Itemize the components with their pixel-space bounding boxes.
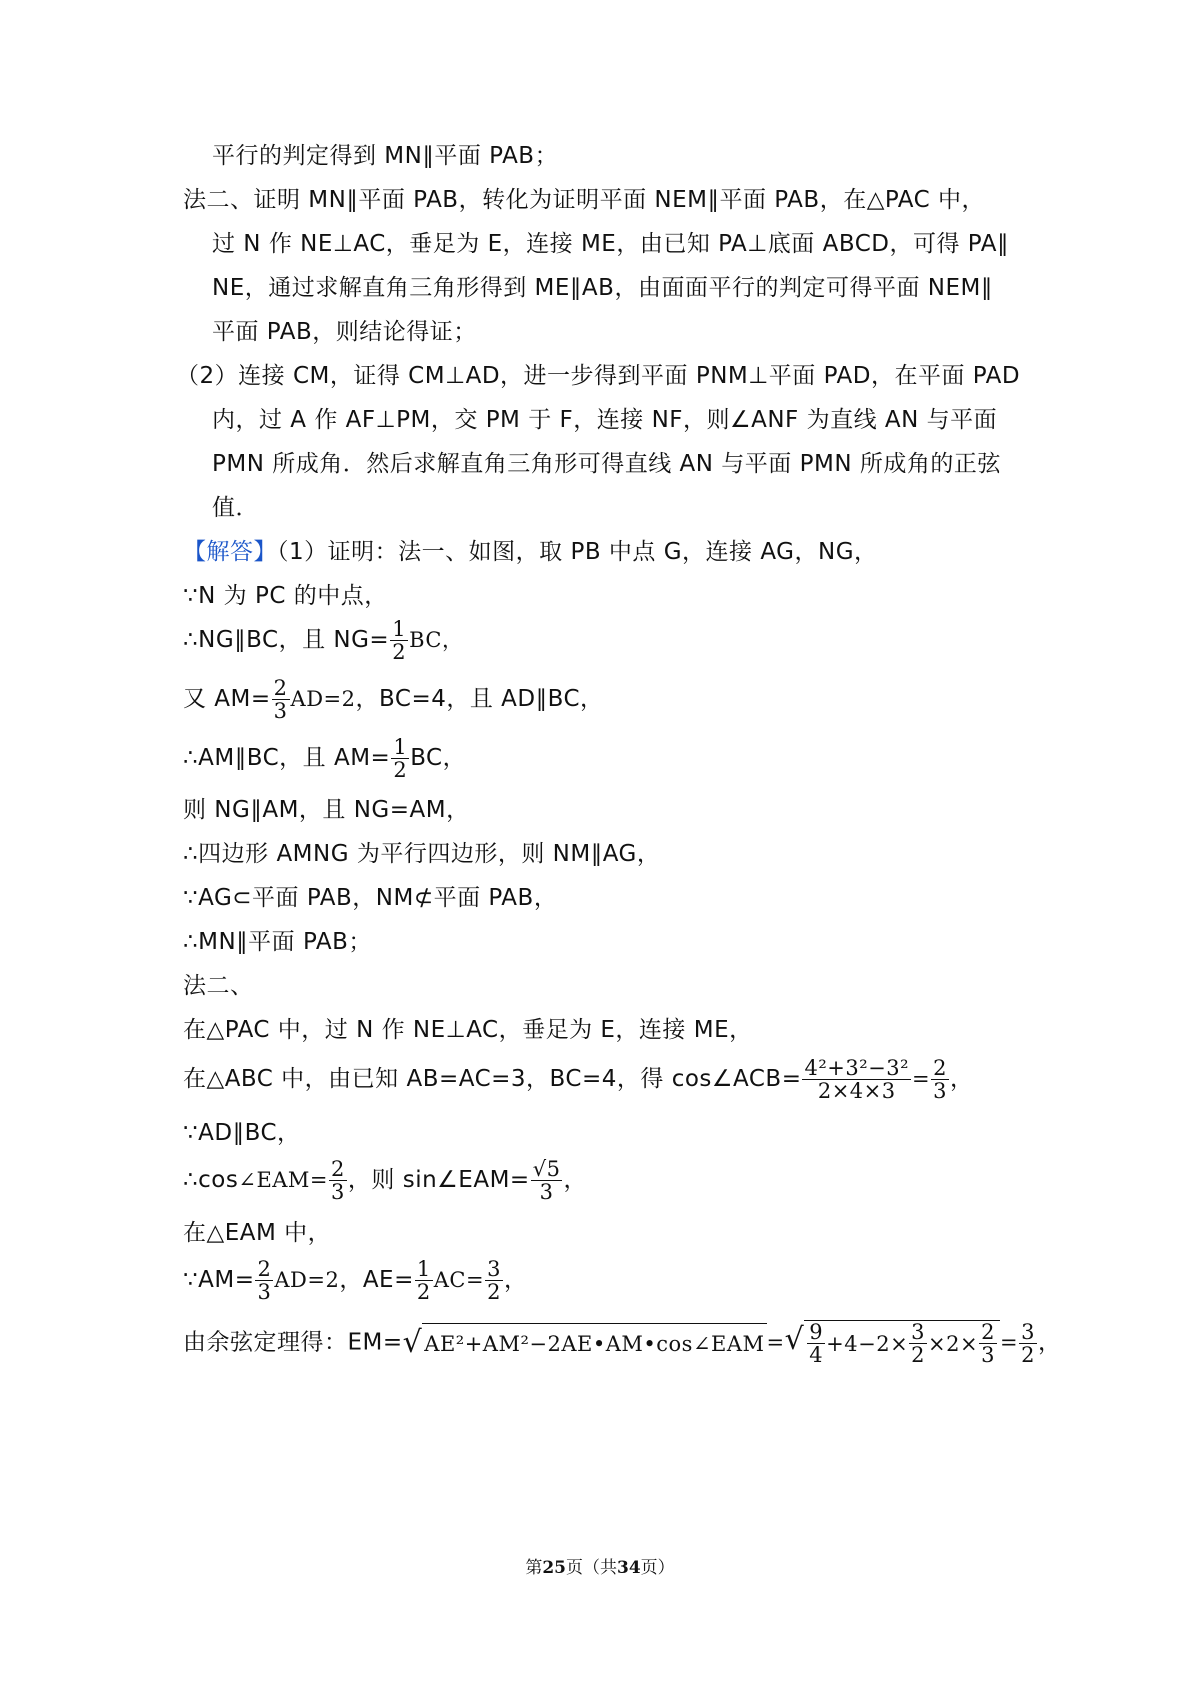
fraction-denominator: 3 <box>257 1280 272 1304</box>
fraction-numerator: 2 <box>981 1320 995 1344</box>
text-line: 值． <box>212 495 259 521</box>
text-line: PMN 所成角．然后求解直角三角形可得直线 AN 与平面 PMN 所成角的正弦 <box>212 451 1001 477</box>
fraction-numerator: 2 <box>331 1157 345 1181</box>
fraction-denominator: 2 <box>392 640 407 664</box>
fraction <box>391 736 409 781</box>
formula-text: = <box>766 1330 785 1355</box>
footer-text: 页（共 <box>566 1558 617 1578</box>
fraction <box>1019 1321 1037 1366</box>
fraction <box>390 618 408 663</box>
fraction-denominator: 2 <box>1021 1342 1035 1367</box>
formula-line <box>183 1158 587 1203</box>
fraction-numerator: 9 <box>809 1320 824 1344</box>
radicand <box>804 1320 1000 1366</box>
fraction <box>329 1158 347 1203</box>
text-line: 内，过 A 作 AF⊥PM，交 PM 于 F，连接 NF，则∠ANF 为直线 AN 与平面 <box>212 407 998 433</box>
text-line: （2）连接 CM，证得 CM⊥AD，进一步得到平面 PNM⊥平面 PAD，在平面 PAD <box>176 363 1021 389</box>
fraction <box>979 1321 997 1366</box>
fraction-numerator: 2 <box>933 1056 947 1080</box>
formula-text: ×2× <box>928 1331 979 1356</box>
formula-text: ∴NG∥BC，且 NG= <box>183 627 390 653</box>
formula-line <box>183 618 463 663</box>
fraction <box>807 1321 825 1366</box>
formula-text: BC， <box>409 628 464 652</box>
text-line: 则 NG∥AM，且 NG=AM， <box>183 797 470 823</box>
radicand: AE²+AM²−2AE•AM•cos∠EAM <box>422 1323 766 1363</box>
formula-text: ∴cos <box>183 1167 239 1193</box>
square-root <box>403 1323 767 1363</box>
text-line: ∵AD∥BC， <box>183 1120 301 1146</box>
fraction <box>415 1258 433 1303</box>
fraction-denominator: 3 <box>273 699 288 723</box>
formula-text: 又 AM= <box>183 686 271 712</box>
text-line: ∴四边形 AMNG 为平行四边形，则 NM∥AG， <box>183 841 661 867</box>
fraction <box>255 1258 273 1303</box>
radical-sign-icon: √ <box>402 1325 423 1360</box>
fraction <box>531 1158 563 1203</box>
fraction-numerator: 3 <box>911 1320 926 1344</box>
formula-text: ， <box>563 1167 587 1193</box>
formula-text: ， <box>1037 1329 1062 1356</box>
formula-text: ，则 sin∠EAM= <box>347 1167 530 1193</box>
footer-text: 页） <box>640 1558 675 1578</box>
text-line: 法二、证明 MN∥平面 PAB，转化为证明平面 NEM∥平面 PAB，在△PAC 中， <box>183 187 985 213</box>
text-line: ∵N 为 PC 的中点， <box>183 583 388 609</box>
fraction <box>931 1057 949 1102</box>
fraction-denominator: 2 <box>487 1280 501 1304</box>
fraction-denominator: 2 <box>911 1343 926 1367</box>
text-line: 在△EAM 中， <box>183 1220 332 1246</box>
formula-text: = <box>999 1330 1019 1355</box>
page-footer <box>0 1553 1200 1578</box>
formula-line <box>183 1057 973 1102</box>
formula-text: ∠EAM= <box>238 1168 329 1192</box>
text-line: 法二、 <box>183 973 254 999</box>
answer-label: 【解答】 <box>183 539 277 565</box>
page-number: 25 <box>542 1558 566 1578</box>
fraction-numerator: 2 <box>273 676 288 700</box>
formula-text: 在△ABC 中，由已知 AB=AC=3，BC=4，得 cos∠ACB= <box>183 1066 802 1092</box>
formula-text: 由余弦定理得：EM= <box>183 1329 403 1356</box>
fraction-denominator: 2 <box>416 1280 431 1304</box>
fraction <box>909 1321 927 1366</box>
formula-text: AD=2 <box>274 1268 340 1292</box>
formula-text: ∵AM= <box>183 1267 255 1293</box>
total-pages: 34 <box>617 1558 641 1578</box>
formula-text: BC， <box>410 745 467 771</box>
formula-text: ，BC=4，且 AD∥BC， <box>355 686 604 712</box>
formula-line <box>183 736 466 781</box>
fraction-numerator: 3 <box>487 1257 501 1281</box>
footer-text: 第 <box>525 1558 543 1578</box>
fraction <box>272 677 290 722</box>
text-line: NE，通过求解直角三角形得到 ME∥AB，由面面平行的判定可得平面 NEM∥ <box>212 275 993 301</box>
formula-line <box>183 1320 1061 1366</box>
formula-text: ∴AM∥BC，且 AM= <box>183 745 391 771</box>
formula-text: +4−2× <box>826 1331 909 1356</box>
fraction-numerator: √5 <box>532 1157 561 1181</box>
fraction-denominator: 3 <box>539 1180 554 1204</box>
formula-text: ，AE= <box>339 1267 414 1293</box>
formula-text: AD=2 <box>290 687 356 711</box>
square-root <box>785 1320 1000 1366</box>
fraction-numerator: 1 <box>393 735 408 759</box>
fraction <box>485 1258 503 1303</box>
fraction-denominator: 3 <box>331 1180 345 1204</box>
text-line: 平面 PAB，则结论得证； <box>212 319 477 345</box>
fraction-numerator: 2 <box>257 1257 272 1281</box>
fraction-numerator: 4²+3²−3² <box>804 1056 909 1080</box>
fraction-numerator: 1 <box>392 617 407 641</box>
radical-sign-icon: √ <box>784 1322 805 1357</box>
formula-text: AC= <box>433 1268 485 1292</box>
fraction-numerator: 1 <box>416 1257 431 1281</box>
text-line: 在△PAC 中，过 N 作 NE⊥AC，垂足为 E，连接 ME， <box>183 1017 753 1043</box>
fraction-denominator: 4 <box>809 1343 824 1367</box>
formula-line <box>183 677 604 722</box>
formula-text: ， <box>503 1267 528 1293</box>
fraction-numerator: 3 <box>1021 1319 1035 1344</box>
fraction-denominator: 2×4×3 <box>817 1079 896 1103</box>
formula-text: = <box>912 1067 931 1091</box>
fraction-denominator: 3 <box>981 1343 995 1367</box>
text-line: 过 N 作 NE⊥AC，垂足为 E，连接 ME，由已知 PA⊥底面 ABCD，可得 PA∥ <box>212 231 1009 257</box>
fraction-denominator: 2 <box>393 758 408 782</box>
answer-line <box>183 537 878 567</box>
formula-line <box>183 1258 527 1303</box>
answer-text: （1）证明：法一、如图，取 PB 中点 G，连接 AG，NG， <box>277 539 878 565</box>
fraction <box>802 1057 911 1102</box>
text-line: ∵AG⊂平面 PAB，NM⊄平面 PAB， <box>183 885 558 911</box>
text-line: ∴MN∥平面 PAB； <box>183 929 372 955</box>
text-line: 平行的判定得到 MN∥平面 PAB； <box>212 143 559 169</box>
formula-text: ， <box>949 1066 974 1092</box>
fraction-denominator: 3 <box>933 1079 947 1103</box>
